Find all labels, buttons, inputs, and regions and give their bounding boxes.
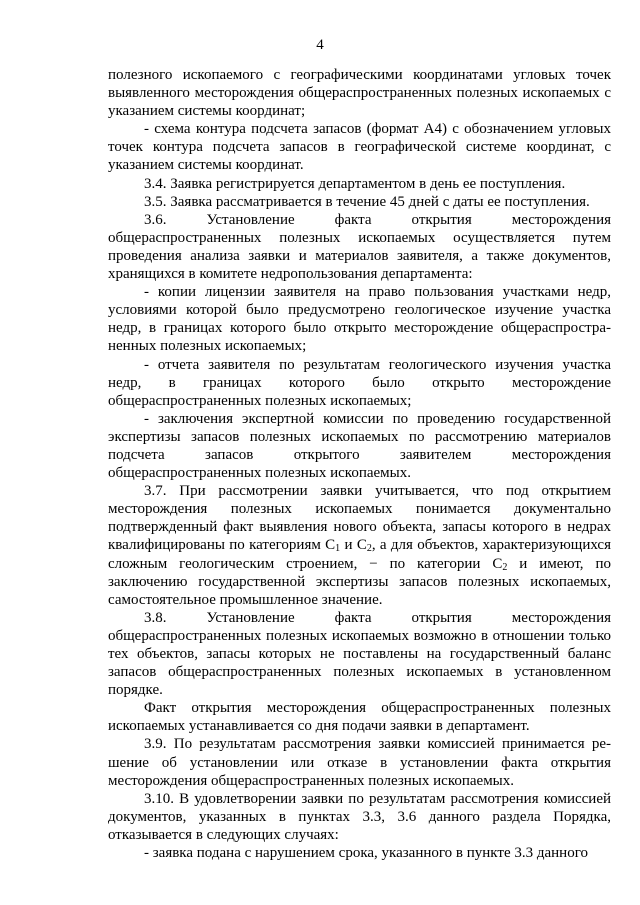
paragraph-bullet-deadline: - заявка подана с нарушением срока, указанного в пункте 3.3 данного	[144, 845, 588, 862]
paragraph-3-8: 3.8. Установление факта открытия месторождения общераспространенных полезных ископаемых возможно в отношении только тех объектов, запасы которых не поставлены на государственный баланс запасов общераспространенных полезных ископаемых в установленном порядке.	[108, 609, 611, 699]
paragraph-bullet-license: - копии лицензии заявителя на право пользования участками недр, условиями которой было предусмотрено геологическое изучение участка недр, в границах которого было открыто месторождение общераспростра-ненных полезных ископаемых;	[108, 284, 611, 355]
paragraph-continuation: полезного ископаемого с географическими координатами угловых точек выявленного месторождения общераспространенных полезных ископаемых с указанием системы координат;	[108, 67, 611, 120]
paragraph-3-7-part-4: и имеют, по заключению государственной экспертизы запасов полезных ископаемых, самостоятельное промышленное значение.	[108, 555, 611, 608]
paragraph-3-7-part-2: и С	[340, 537, 367, 554]
paragraph-3-7-part-3: , а для объектов, характеризующихся сложным геологическим строением, − по категории С	[108, 537, 611, 572]
paragraph-3-4: 3.4. Заявка регистрируется департаментом в день ее поступления.	[144, 175, 566, 192]
subscript-1: 1	[335, 543, 341, 555]
paragraph-3-7-part-1: 3.7. При рассмотрении заявки учитывается, что под открытием месторождения полезных ископаемых понимается документально подтвержденный факт выявления нового объекта, запасы которого в недрах квалифицированы по категориям С	[108, 483, 611, 554]
paragraph-3-7	[108, 482, 611, 609]
document-body	[108, 66, 611, 862]
paragraph-3-5: 3.5. Заявка рассматривается в течение 45 дней с даты ее поступления.	[144, 193, 590, 210]
paragraph-3-9: 3.9. По результатам рассмотрения заявки комиссией принимается ре-шение об установлении или отказе в установлении факта открытия месторождения общераспространенных полезных ископаемых.	[108, 736, 611, 789]
paragraph-discovery-date: Факт открытия месторождения общераспространенных полезных ископаемых устанавливается со дня подачи заявки в департамент.	[108, 700, 611, 735]
paragraph-bullet-expert-conclusion: - заключения экспертной комиссии по проведению государственной экспертизы запасов полезных ископаемых по рассмотрению материалов подсчета запасов открытого заявителем месторождения общераспространенных полезных ископаемых.	[108, 410, 611, 482]
subscript-3: 2	[502, 561, 508, 573]
paragraph-bullet-contour-scheme: - схема контура подсчета запасов (формат А4) с обозначением угловых точек контура подсчета запасов в географической системе координат, с указанием системы координат.	[108, 121, 611, 174]
subscript-2: 2	[366, 543, 372, 555]
paragraph-bullet-report: - отчета заявителя по результатам геологического изучения участка недр, в границах которого было открыто месторождение общераспространенных полезных ископаемых;	[108, 356, 611, 409]
paragraph-3-6: 3.6. Установление факта открытия месторождения общераспространенных полезных ископаемых осуществляется путем проведения анализа заявки и материалов заявителя, а также документов, хранящихся в комитете недропользования департамента:	[108, 211, 611, 283]
paragraph-3-10: 3.10. В удовлетворении заявки по результатам рассмотрения комиссией документов, указанных в пунктах 3.3, 3.6 данного раздела Порядка, отказывается в следующих случаях:	[108, 790, 611, 843]
page-number: 4	[316, 37, 324, 53]
